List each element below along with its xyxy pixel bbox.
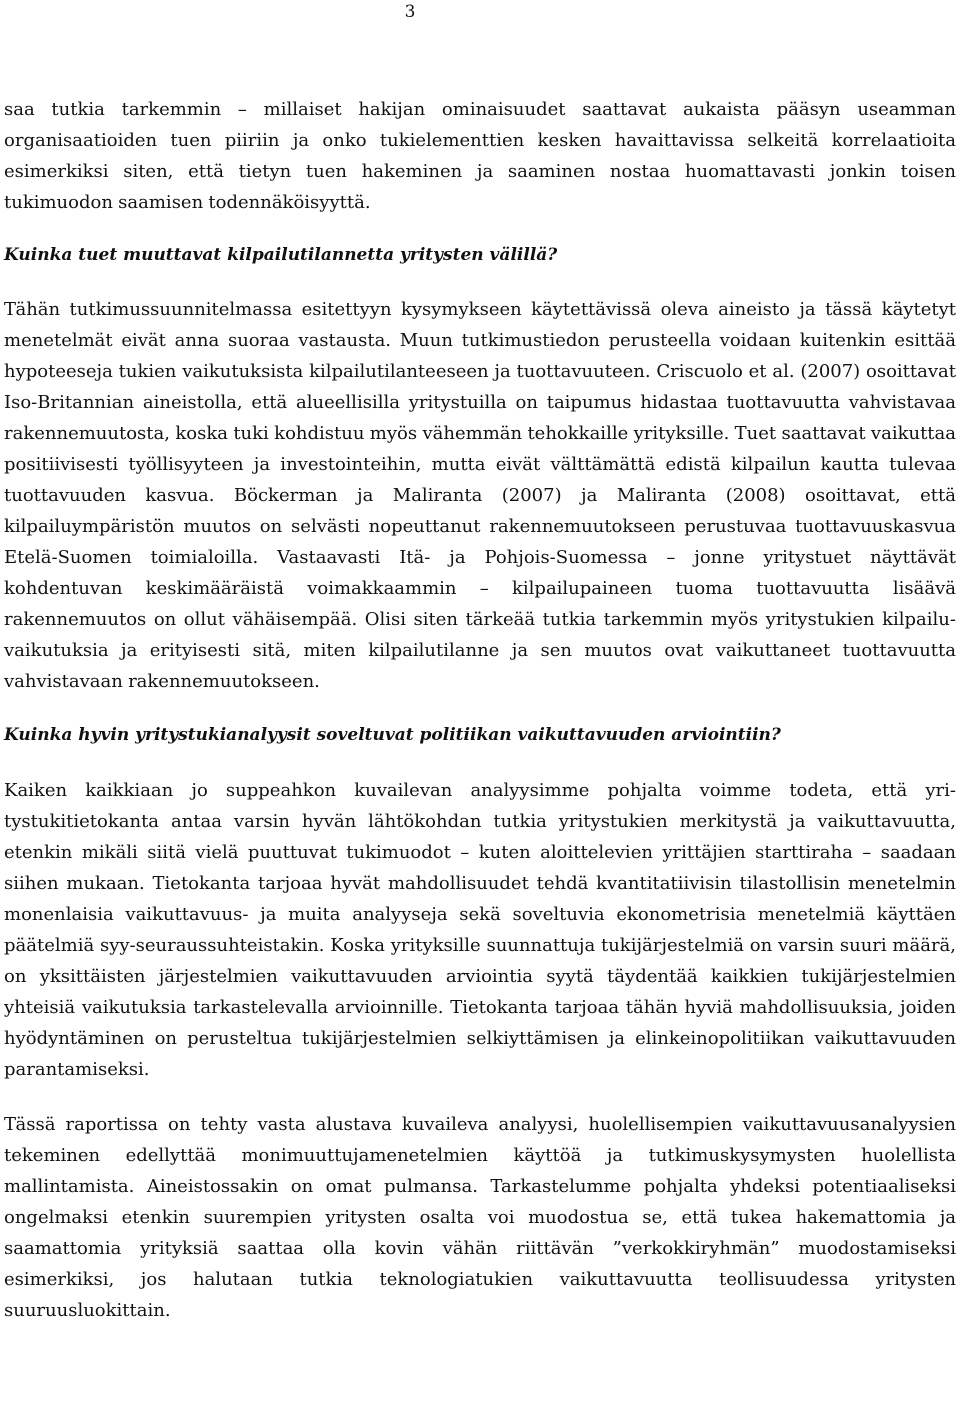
page-body — [4, 94, 956, 1326]
section-question-heading-competition: Kuinka tuet muuttavat kilpailutilannetta yritysten välillä? — [4, 245, 558, 265]
paragraph-database-suitability: Kaiken kaikkiaan jo suppeahkon kuvailevan analyysimme pohjalta voimme todeta, että yritystukitietokanta antaa varsin hyvän lähtökohdan tutkia yritystukien merkitystä ja vaikuttavuutta, etenkin mikäli siitä vielä puuttuvat tukimuodot – kuten aloittelevien yrittäjien starttiraha – saadaan siihen mukaan. Tietokanta tarjoaa hyvät mahdollisuudet tehdä kvantitatiivisin tilastollisin menetelmin monenlaisia vaikuttavuus- ja muita analyyseja sekä soveltuvia ekonometrisia menetelmiä käyttäen päätelmiä syy-seuraussuhteistakin. Koska yrityksille suunnattuja tukijärjestelmiä on varsin suuri määrä, on yksittäisten järjestelmien vaikuttavuuden arviointia syytä täydentää kaikkien tukijärjestelmien yhteisiä vaikutuksia tarkastelevalla arvioinnille. Tietokanta tarjoaa tähän hyviä mahdollisuuksia, joiden hyödyntäminen on perusteltua tukijärjestelmien selkiyttämisen ja elinkeinopolitiikan vaikuttavuuden parantamiseksi. — [4, 780, 956, 1080]
page-number: 3 — [404, 2, 416, 22]
paragraph-competition-effects: Tähän tutkimussuunnitelmassa esitettyyn kysymykseen käytettävissä oleva aineisto ja tässä käytetyt menetelmät eivät anna suoraa vastausta. Muun tutkimustiedon perusteella voidaan kuitenkin esittää hypoteeseja tukien vaikutuksista kilpailutilanteeseen ja tuottavuuteen. Criscuolo et al. (2007) osoittavat Iso-Britannian aineistolla, että alueellisilla yritystuilla on taipumus hidastaa tuottavuutta vahvistavaa rakennemuutosta, koska tuki kohdistuu myös vähemmän tehokkaille yrityksille. Tuet saattavat vaikuttaa positiivisesti työllisyyteen ja investointeihin, mutta eivät välttämättä edistä kilpailun kautta tulevaa tuottavuuden kasvua. Böckerman ja Maliranta (2007) ja Maliranta (2008) osoittavat, että kilpailuympäristön muutos on selvästi nopeuttanut rakennemuutokseen perustuvaa tuottavuuskasvua Etelä-Suomen toimialoilla. Vastaavasti Itä- ja Pohjois-Suomessa – jonne yritystuet näyttävät kohdentuvan keskimääräistä voimakkaammin – kilpailupaineen tuoma tuottavuutta lisäävä rakennemuutos on ollut vähäisempää. Olisi siten tärkeää tutkia tarkemmin myös yritystukien kilpailuvaikutuksia ja erityisesti sitä, miten kilpailutilanne ja sen muutos ovat vaikuttaneet tuottavuutta vahvistavaan rakennemuutokseen. — [4, 299, 956, 692]
section-question-heading-policy-evaluation: Kuinka hyvin yritystukianalyysit soveltuvat politiikan vaikuttavuuden arviointiin? — [4, 725, 781, 745]
paragraph-preliminary-analysis: Tässä raportissa on tehty vasta alustava kuvaileva analyysi, huolellisempien vaikuttavuusanalyysien tekeminen edellyttää monimuuttujamenetelmien käyttöä ja tutkimuskysymysten huolellista mallintamista. Aineistossakin on omat pulmansa. Tarkastelumme pohjalta yhdeksi potentiaaliseksi ongelmaksi etenkin suurempien yritysten osalta voi muodostua se, että tukea hakemattomia ja saamattomia yrityksiä saattaa olla kovin vähän riittävän ”verkokkiryhmän” muodostamiseksi esimerkiksi, jos halutaan tutkia teknologiatukien vaikuttavuutta teollisuudessa yritysten suuruusluokittain. — [4, 1114, 956, 1321]
paragraph-continuation: saa tutkia tarkemmin – millaiset hakijan ominaisuudet saattavat aukaista pääsyn useamman organisaatioiden tuen piiriin ja onko tukielementtien kesken havaittavissa selkeitä korrelaatioita esimerkiksi siten, että tietyn tuen hakeminen ja saaminen nostaa huomattavasti jonkin toisen tukimuodon saamisen todennäköisyyttä. — [4, 99, 956, 213]
